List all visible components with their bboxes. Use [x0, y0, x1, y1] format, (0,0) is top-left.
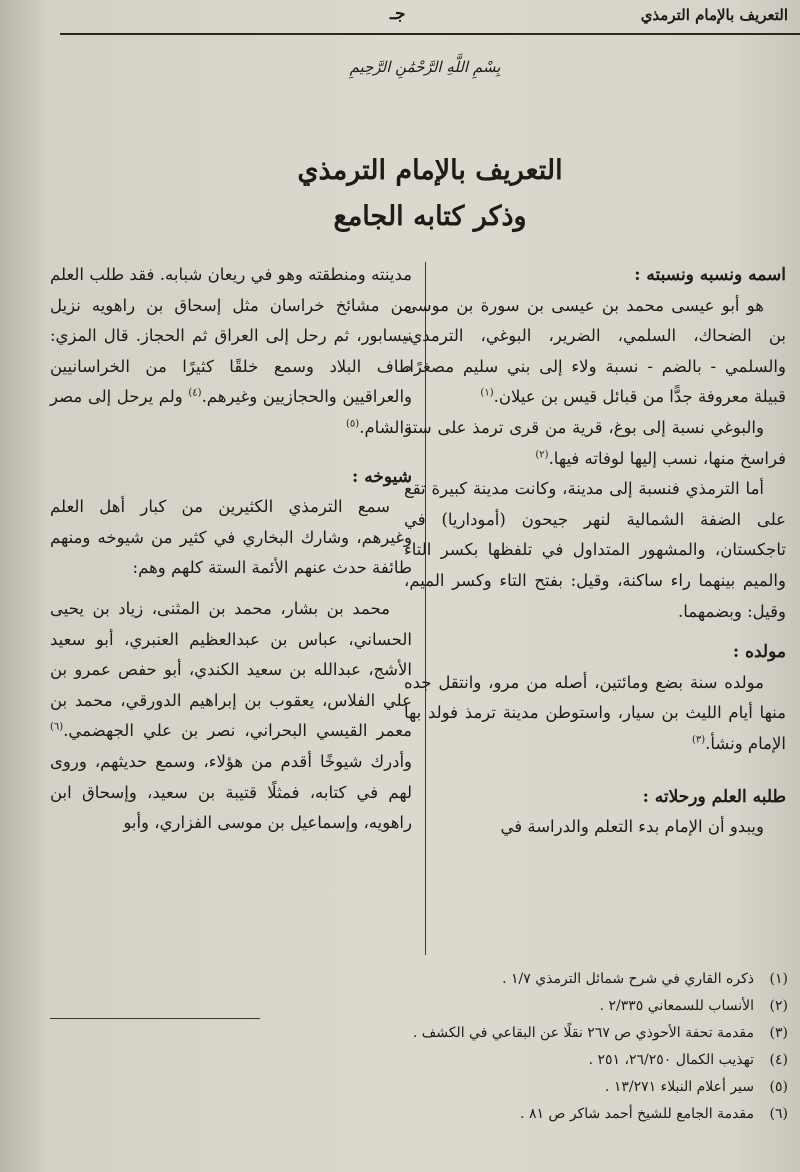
footnote: (٢) الأنساب للسمعاني ٢/٣٣٥ . — [599, 998, 788, 1014]
paragraph: مولده سنة بضع ومائتين، أصله من مرو، وانتقل جده منها أيام الليث بن سيار، واستوطن مدينة ترمذ فولد بها الإمام ونشأ.$^{(٣)}$ — [404, 672, 786, 753]
paragraph: هو أبو عيسى محمد بن عيسى بن سورة بن موسى بن الضحاك، السلمي، الضرير، البوغي، الترمذي، والسلمي - بالضم - نسبة ولاء إلى بني سليم مصغرًا، قبيلة معروفة جدًّا من قبائل قيس بن عيلان.$^{(١)}$ — [404, 295, 786, 407]
footnote: (٣) مقدمة تحفة الأحوذي ص ٢٦٧ نقلًا عن البقاعي في الكشف . — [412, 1025, 788, 1041]
footnote: (٤) تهذيب الكمال ٢٦/٢٥٠، ٢٥١ . — [588, 1052, 788, 1068]
footnote-ref: (٣) — [691, 734, 706, 746]
basmala: بِسْمِ اللَّهِ الرَّحْمَٰنِ الرَّحِيمِ — [349, 58, 501, 76]
footnotes — [68, 966, 788, 1128]
footnote-ref: (١) — [480, 387, 494, 399]
footnote: (٥) سير أعلام النبلاء ١٣/٢٧١ . — [604, 1079, 788, 1095]
paragraph: مدينته ومنطقته وهو في ريعان شبابه. فقد طلب العلم من مشائخ خراسان مثل إسحاق بن راهويه نزيل نيسابور، ثم رحل إلى العراق ثم الحجاز. قال المزي: طاف البلاد وسمع خلقًا كثيرًا من الخراسانيين والعراقيين والحجازيين وغيرهم.$^{(٤)}$ ولم يرحل إلى مصر والشام.$^{(٥)}$ — [50, 265, 412, 437]
header-rule — [60, 33, 800, 35]
running-head: التعريف بالإمام الترمذي — [640, 6, 788, 24]
footnote: (٦) مقدمة الجامع للشيخ أحمد شاكر ص ٨١ . — [520, 1106, 788, 1122]
section-heading-travels: طلبه العلم ورحلاته : — [642, 786, 786, 807]
left-column — [50, 260, 412, 839]
section-heading-teachers: شيوخه : — [352, 466, 412, 487]
paragraph: والبوغي نسبة إلى بوغ، قرية من قرى ترمذ على ستة فراسخ منها، نسب إليها لوفاته فيها.$^{(٢)}$ — [404, 417, 786, 468]
footnote-ref: (٢) — [535, 449, 549, 461]
footnote-ref: (٤) — [188, 387, 202, 399]
right-column — [404, 260, 786, 843]
footnote-ref: (٥) — [346, 418, 360, 430]
paragraph: محمد بن بشار، محمد بن المثنى، زياد بن يحيى الحساني، عباس بن عبدالعظيم العنبري، أبو سعيد الأشج، عبدالله بن سعيد الكندي، أبو حفص عمرو بن علي الفلاس، يعقوب بن إبراهيم الدورقي، محمد بن معمر القيسي البحراني، نصر بن علي الجهضمي.$^{(٦)}$ وأدرك شيوخًا أقدم من هؤلاء، وسمع حديثهم، وروى لهم في كتابه، فمثلًا قتيبة بن سعيد، وإسحاق ابن راهويه، وإسماعيل بن موسى الفزاري، وأبو — [50, 598, 412, 833]
paragraph: أما الترمذي فنسبة إلى مدينة، وكانت مدينة كبيرة تقع على الضفة الشمالية لنهر جيحون (أموداريا) في تاجكستان، والمشهور المتداول في تلفظها بكسر التاء والميم بينهما راء ساكنة، وقيل: بفتح التاء وكسر الميم، وقيل: وبضمهما. — [404, 479, 786, 621]
footnote-ref: (٦) — [50, 721, 64, 733]
footnote: (١) ذكره القاري في شرح شمائل الترمذي ١/٧ . — [502, 971, 788, 987]
paragraph: ويبدو أن الإمام بدء التعلم والدراسة في — [500, 817, 764, 837]
page-number: جـ — [390, 4, 406, 24]
title-line-2: وذكر كتابه الجامع — [333, 201, 527, 232]
paragraph: سمع الترمذي الكثيرين من كبار أهل العلم وغيرهم، وشارك البخاري في كثير من شيوخه ومنهم طائفة حدث عنهم الأئمة الستة كلهم وهم: — [50, 497, 412, 578]
section-heading-birth: مولده : — [732, 642, 786, 663]
chapter-title — [180, 148, 680, 240]
title-line-1: التعريف بالإمام الترمذي — [297, 155, 563, 186]
section-heading-name: اسمه ونسبه ونسبته : — [634, 265, 786, 285]
